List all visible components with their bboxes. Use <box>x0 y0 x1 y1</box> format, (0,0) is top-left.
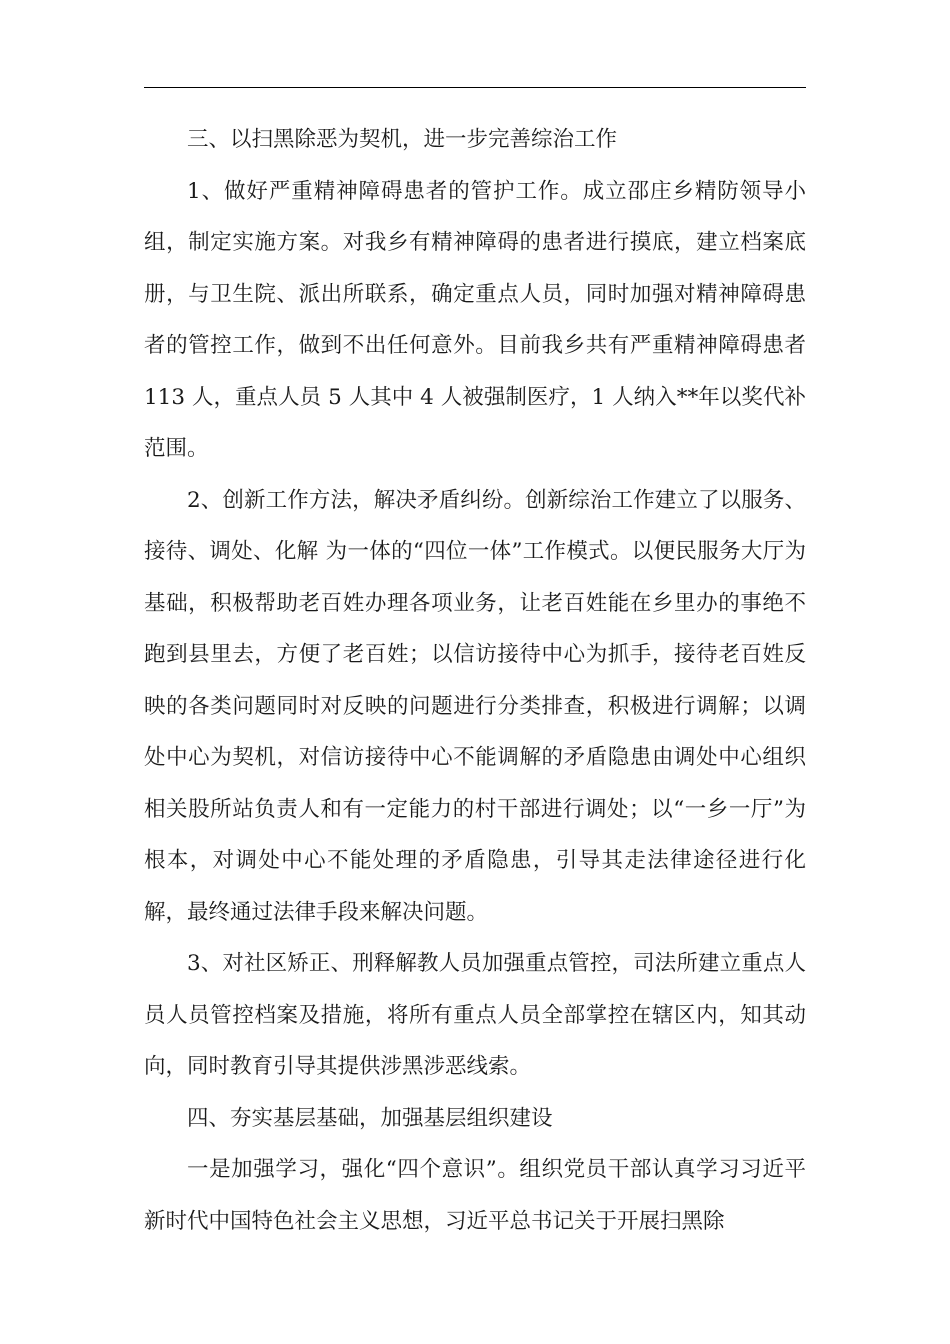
document-body <box>144 114 806 1247</box>
paragraph-community-correction: 3、对社区矫正、刑释解教人员加强重点管控，司法所建立重点人员人员管控档案及措施，将所有重点人员全部掌控在辖区内，知其动向，同时教育引导其提供涉黑涉恶线索。 <box>144 951 806 1079</box>
section-heading-4: 四、夯实基层基础，加强基层组织建设 <box>187 1105 553 1131</box>
paragraph-study: 一是加强学习，强化“四个意识”。组织党员干部认真学习习近平新时代中国特色社会主义思想，习近平总书记关于开展扫黑除 <box>144 1157 806 1234</box>
paragraph-mental-health: 1、做好严重精神障碍患者的管护工作。成立邵庄乡精防领导小组，制定实施方案。对我乡有精神障碍的患者进行摸底，建立档案底册，与卫生院、派出所联系，确定重点人员，同时加强对精神障碍患者的管控工作，做到不出任何意外。目前我乡共有严重精神障碍患者 113 人，重点人员 5 人其中 4 人被强制医疗，1 人纳入**年以奖代补范围。 <box>144 178 806 461</box>
header-rule <box>144 87 806 88</box>
section-heading-3: 三、以扫黑除恶为契机，进一步完善综治工作 <box>187 127 618 152</box>
paragraph-dispute-resolution: 2、创新工作方法，解决矛盾纠纷。创新综治工作建立了以服务、接待、调处、化解 为一体的“四位一体”工作模式。以便民服务大厅为基础，积极帮助老百姓办理各项业务，让老百姓能在乡里办的事绝不跑到县里去，方便了老百姓；以信访接待中心为抓手，接待老百姓反映的各类问题同时对反映的问题进行分类排查，积极进行调解；以调处中心为契机，对信访接待中心不能调解的矛盾隐患由调处中心组织相关股所站负责人和有一定能力的村干部进行调处；以“一乡一厅”为根本，对调处中心不能处理的矛盾隐患，引导其走法律途径进行化解，最终通过法律手段来解决问题。 <box>144 487 806 925</box>
